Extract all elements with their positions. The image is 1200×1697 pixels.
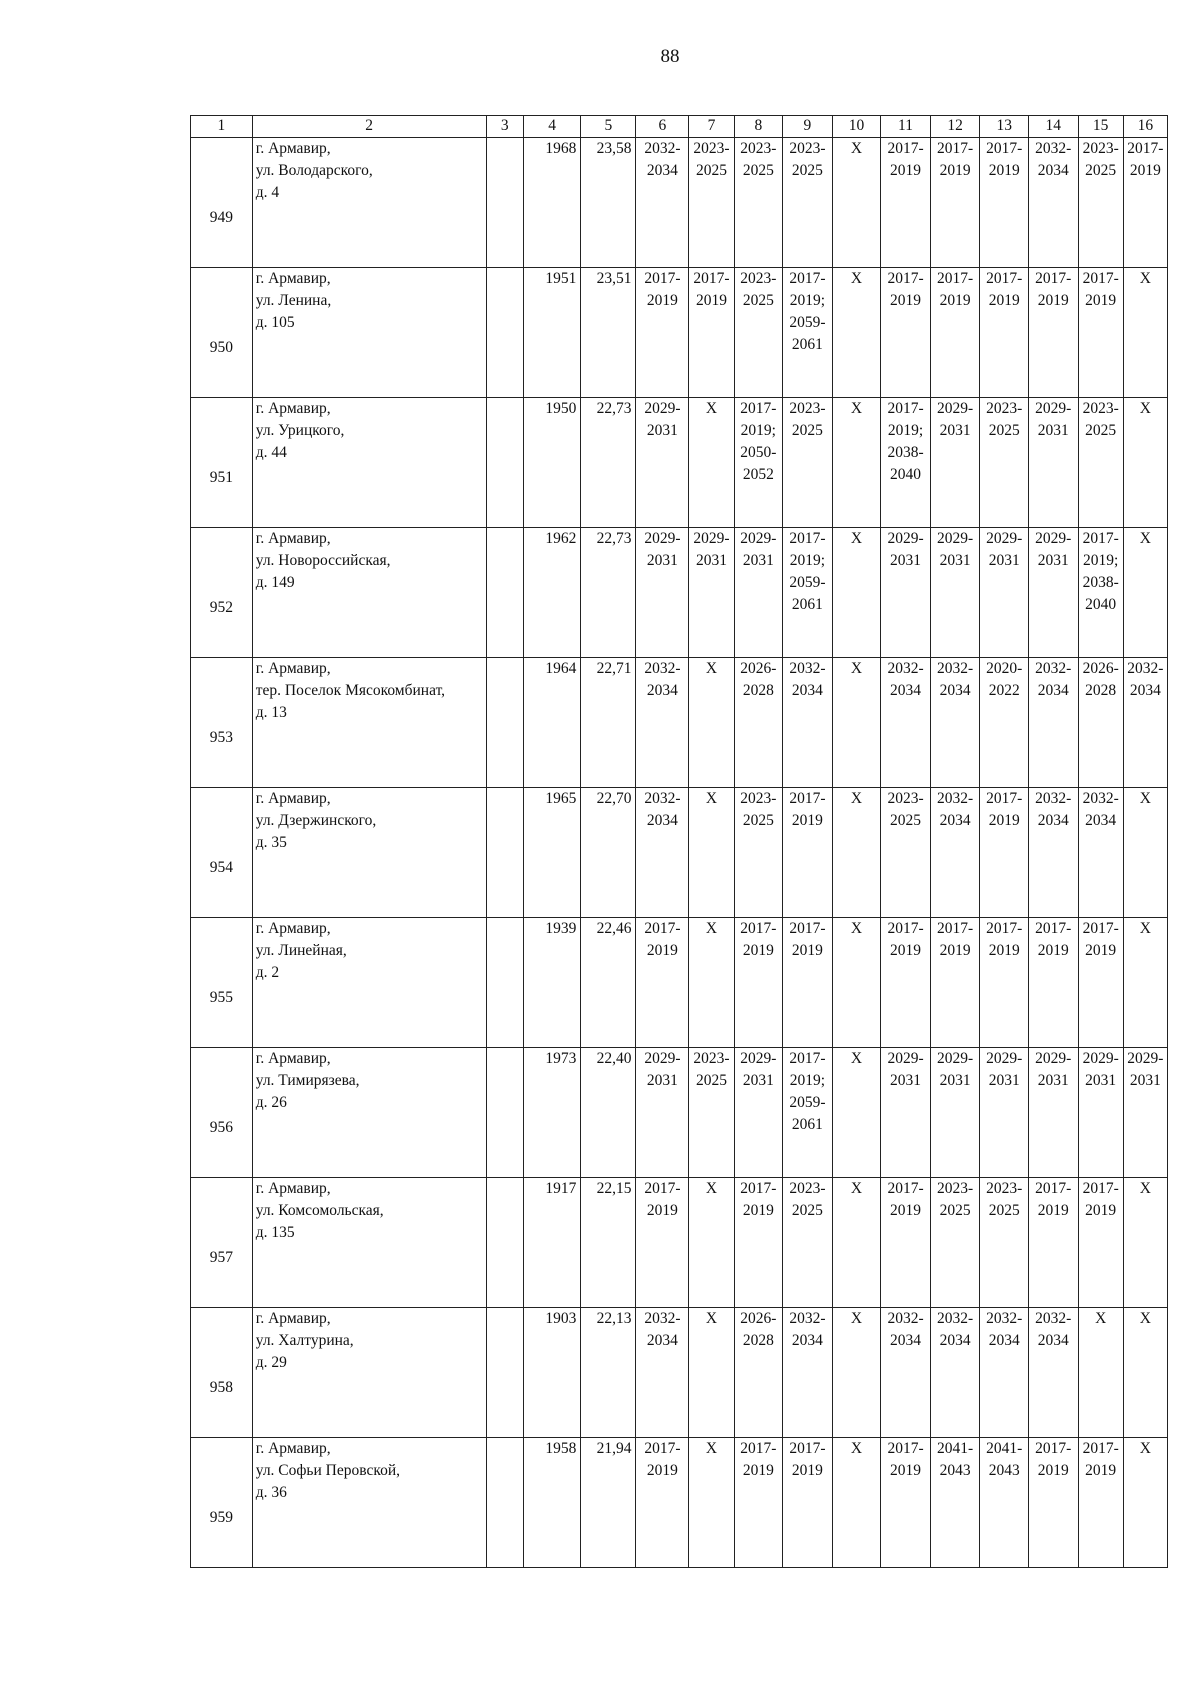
period-cell: 2017- 2019 [881, 1438, 931, 1568]
year-cell: 1903 [524, 1308, 581, 1438]
table-row [191, 1178, 1168, 1308]
empty-cell [486, 1438, 523, 1568]
column-header-7: 7 [689, 116, 734, 138]
column-header-16: 16 [1123, 116, 1167, 138]
address-line: ул. Тимирязева, [255, 1072, 360, 1089]
address-line: г. Армавир, [255, 400, 331, 417]
period-cell: 2032- 2034 [636, 1308, 689, 1438]
empty-cell [486, 1178, 523, 1308]
address-line: д. 13 [255, 704, 287, 721]
period-cell: Х [832, 658, 881, 788]
year-cell: 1951 [524, 268, 581, 398]
address-line: ул. Софьи Перовской, [255, 1462, 401, 1479]
period-cell: Х [1123, 788, 1167, 918]
table-row [191, 268, 1168, 398]
period-cell: 2029- 2031 [636, 398, 689, 528]
period-cell: 2017- 2019 [783, 1438, 833, 1568]
empty-cell [486, 398, 523, 528]
period-cell: 2023- 2025 [783, 398, 833, 528]
period-cell: 2029- 2031 [881, 1048, 931, 1178]
period-cell: Х [832, 1438, 881, 1568]
period-cell: 2029- 2031 [881, 528, 931, 658]
period-cell: Х [689, 658, 734, 788]
period-cell: 2032- 2034 [636, 138, 689, 268]
column-header-15: 15 [1078, 116, 1123, 138]
year-cell: 1962 [524, 528, 581, 658]
period-cell: 2029- 2031 [1028, 1048, 1078, 1178]
address-line: ул. Комсомольская, [255, 1202, 384, 1219]
address-line: д. 2 [255, 964, 280, 981]
period-cell: 2032- 2034 [1028, 1308, 1078, 1438]
table-header [191, 116, 1168, 138]
period-cell: 2017- 2019 [689, 268, 734, 398]
address-line: д. 36 [255, 1484, 287, 1501]
year-cell: 1973 [524, 1048, 581, 1178]
value-cell: 23,58 [581, 138, 636, 268]
column-header-8: 8 [734, 116, 783, 138]
address-line: ул. Ленина, [255, 292, 332, 309]
period-cell: 2017- 2019 [980, 138, 1029, 268]
table-row [191, 1048, 1168, 1178]
period-cell: Х [832, 268, 881, 398]
period-cell: 2023- 2025 [1078, 138, 1123, 268]
period-cell: 2041- 2043 [930, 1438, 980, 1568]
value-cell: 22,71 [581, 658, 636, 788]
header-row [191, 116, 1168, 138]
period-cell: Х [832, 398, 881, 528]
value-cell: 23,51 [581, 268, 636, 398]
address-line: тер. Поселок Мясокомбинат, [255, 682, 446, 699]
year-cell: 1950 [524, 398, 581, 528]
period-cell: 2023- 2025 [783, 1178, 833, 1308]
period-cell: 2023- 2025 [734, 268, 783, 398]
address-line: г. Армавир, [255, 270, 331, 287]
row-number: 957 [191, 1178, 253, 1308]
address-line: г. Армавир, [255, 790, 331, 807]
period-cell: Х [1078, 1308, 1123, 1438]
table-row [191, 658, 1168, 788]
address-line: д. 44 [255, 444, 287, 461]
period-cell: 2023- 2025 [930, 1178, 980, 1308]
address-line: г. Армавир, [255, 1050, 331, 1067]
empty-cell [486, 138, 523, 268]
address-line: ул. Дзержинского, [255, 812, 377, 829]
column-header-12: 12 [930, 116, 980, 138]
period-cell: 2017- 2019 [734, 918, 783, 1048]
address-line: д. 26 [255, 1094, 287, 1111]
year-cell: 1965 [524, 788, 581, 918]
address-cell [252, 788, 486, 918]
address-line: д. 35 [255, 834, 287, 851]
period-cell: 2017- 2019; 2038- 2040 [1078, 528, 1123, 658]
period-cell: Х [1123, 1178, 1167, 1308]
column-header-2: 2 [252, 116, 486, 138]
address-line: ул. Линейная, [255, 942, 347, 959]
address-cell [252, 528, 486, 658]
row-number: 949 [191, 138, 253, 268]
period-cell: 2017- 2019; 2059- 2061 [783, 528, 833, 658]
column-header-11: 11 [881, 116, 931, 138]
row-number: 956 [191, 1048, 253, 1178]
address-line: д. 105 [255, 314, 295, 331]
value-cell: 22,15 [581, 1178, 636, 1308]
period-cell: 2029- 2031 [980, 1048, 1029, 1178]
period-cell: 2041- 2043 [980, 1438, 1029, 1568]
value-cell: 22,73 [581, 528, 636, 658]
period-cell: 2032- 2034 [1028, 138, 1078, 268]
period-cell: 2029- 2031 [980, 528, 1029, 658]
year-cell: 1964 [524, 658, 581, 788]
column-header-1: 1 [191, 116, 253, 138]
period-cell: 2029- 2031 [1078, 1048, 1123, 1178]
empty-cell [486, 788, 523, 918]
period-cell: 2017- 2019 [980, 268, 1029, 398]
address-cell [252, 138, 486, 268]
table-row [191, 1308, 1168, 1438]
housing-register-table [190, 115, 1168, 1568]
period-cell: 2017- 2019 [1078, 918, 1123, 1048]
period-cell: 2029- 2031 [930, 528, 980, 658]
table-row [191, 918, 1168, 1048]
value-cell: 22,46 [581, 918, 636, 1048]
period-cell: Х [1123, 918, 1167, 1048]
period-cell: 2017- 2019 [930, 918, 980, 1048]
period-cell: 2032- 2034 [1123, 658, 1167, 788]
row-number: 951 [191, 398, 253, 528]
period-cell: 2017- 2019 [1078, 268, 1123, 398]
period-cell: Х [1123, 528, 1167, 658]
empty-cell [486, 658, 523, 788]
period-cell: 2029- 2031 [1028, 528, 1078, 658]
address-line: д. 149 [255, 574, 295, 591]
empty-cell [486, 528, 523, 658]
period-cell: 2029- 2031 [1123, 1048, 1167, 1178]
period-cell: 2017- 2019 [1028, 268, 1078, 398]
period-cell: 2017- 2019 [636, 918, 689, 1048]
period-cell: 2017- 2019 [734, 1178, 783, 1308]
period-cell: Х [689, 1178, 734, 1308]
value-cell: 22,13 [581, 1308, 636, 1438]
period-cell: Х [832, 138, 881, 268]
address-line: ул. Халтурина, [255, 1332, 354, 1349]
period-cell: Х [832, 1048, 881, 1178]
year-cell: 1939 [524, 918, 581, 1048]
column-header-13: 13 [980, 116, 1029, 138]
period-cell: 2029- 2031 [930, 398, 980, 528]
column-header-14: 14 [1028, 116, 1078, 138]
address-cell [252, 658, 486, 788]
period-cell: Х [689, 398, 734, 528]
address-cell [252, 918, 486, 1048]
period-cell: Х [832, 1308, 881, 1438]
period-cell: Х [689, 1438, 734, 1568]
period-cell: Х [689, 788, 734, 918]
period-cell: 2017- 2019 [783, 788, 833, 918]
period-cell: 2023- 2025 [689, 1048, 734, 1178]
period-cell: Х [832, 918, 881, 1048]
period-cell: 2017- 2019 [636, 1178, 689, 1308]
row-number: 950 [191, 268, 253, 398]
period-cell: 2017- 2019 [881, 918, 931, 1048]
value-cell: 22,40 [581, 1048, 636, 1178]
period-cell: Х [689, 918, 734, 1048]
period-cell: Х [1123, 1438, 1167, 1568]
period-cell: 2017- 2019 [636, 268, 689, 398]
period-cell: Х [832, 1178, 881, 1308]
address-line: г. Армавир, [255, 920, 331, 937]
table-body [191, 138, 1168, 1568]
period-cell: 2017- 2019 [881, 138, 931, 268]
table-row [191, 788, 1168, 918]
period-cell: Х [1123, 268, 1167, 398]
period-cell: 2032- 2034 [930, 788, 980, 918]
period-cell: 2023- 2025 [734, 138, 783, 268]
period-cell: 2032- 2034 [881, 658, 931, 788]
address-line: ул. Володарского, [255, 162, 373, 179]
period-cell: 2032- 2034 [1078, 788, 1123, 918]
table-row [191, 528, 1168, 658]
empty-cell [486, 918, 523, 1048]
period-cell: 2017- 2019 [1028, 918, 1078, 1048]
address-line: г. Армавир, [255, 140, 331, 157]
address-cell [252, 398, 486, 528]
value-cell: 21,94 [581, 1438, 636, 1568]
table-row [191, 138, 1168, 268]
year-cell: 1968 [524, 138, 581, 268]
address-cell [252, 1438, 486, 1568]
period-cell: 2017- 2019 [881, 268, 931, 398]
address-line: д. 4 [255, 184, 280, 201]
address-line: г. Армавир, [255, 1440, 331, 1457]
period-cell: 2017- 2019 [881, 1178, 931, 1308]
address-line: г. Армавир, [255, 1180, 331, 1197]
period-cell: 2017- 2019; 2050- 2052 [734, 398, 783, 528]
address-line: г. Армавир, [255, 530, 331, 547]
year-cell: 1917 [524, 1178, 581, 1308]
period-cell: 2029- 2031 [636, 528, 689, 658]
table-row [191, 1438, 1168, 1568]
period-cell: 2023- 2025 [689, 138, 734, 268]
period-cell: 2023- 2025 [980, 398, 1029, 528]
period-cell: 2032- 2034 [930, 1308, 980, 1438]
address-line: г. Армавир, [255, 1310, 331, 1327]
period-cell: 2017- 2019; 2059- 2061 [783, 268, 833, 398]
column-header-6: 6 [636, 116, 689, 138]
period-cell: Х [1123, 398, 1167, 528]
period-cell: 2029- 2031 [636, 1048, 689, 1178]
row-number: 958 [191, 1308, 253, 1438]
column-header-10: 10 [832, 116, 881, 138]
value-cell: 22,70 [581, 788, 636, 918]
period-cell: 2017- 2019; 2038- 2040 [881, 398, 931, 528]
address-line: ул. Урицкого, [255, 422, 345, 439]
period-cell: Х [832, 788, 881, 918]
period-cell: 2032- 2034 [930, 658, 980, 788]
period-cell: 2023- 2025 [734, 788, 783, 918]
period-cell: 2017- 2019 [980, 788, 1029, 918]
column-header-5: 5 [581, 116, 636, 138]
period-cell: 2032- 2034 [980, 1308, 1029, 1438]
row-number: 955 [191, 918, 253, 1048]
period-cell: 2029- 2031 [930, 1048, 980, 1178]
period-cell: 2032- 2034 [783, 1308, 833, 1438]
period-cell: 2023- 2025 [881, 788, 931, 918]
period-cell: 2017- 2019; 2059- 2061 [783, 1048, 833, 1178]
period-cell: 2029- 2031 [1028, 398, 1078, 528]
period-cell: 2032- 2034 [783, 658, 833, 788]
empty-cell [486, 268, 523, 398]
period-cell: 2032- 2034 [1028, 788, 1078, 918]
address-line: д. 29 [255, 1354, 287, 1371]
period-cell: 2032- 2034 [881, 1308, 931, 1438]
address-line: д. 135 [255, 1224, 295, 1241]
address-cell [252, 1308, 486, 1438]
address-line: г. Армавир, [255, 660, 331, 677]
column-header-4: 4 [524, 116, 581, 138]
address-line: ул. Новороссийская, [255, 552, 391, 569]
empty-cell [486, 1048, 523, 1178]
period-cell: 2020- 2022 [980, 658, 1029, 788]
page-number: 88 [660, 46, 680, 67]
address-cell [252, 268, 486, 398]
period-cell: 2017- 2019 [1028, 1178, 1078, 1308]
period-cell: 2017- 2019 [636, 1438, 689, 1568]
period-cell: 2032- 2034 [1028, 658, 1078, 788]
period-cell: 2017- 2019 [980, 918, 1029, 1048]
row-number: 954 [191, 788, 253, 918]
period-cell: 2023- 2025 [783, 138, 833, 268]
period-cell: 2017- 2019 [1123, 138, 1167, 268]
value-cell: 22,73 [581, 398, 636, 528]
period-cell: 2017- 2019 [734, 1438, 783, 1568]
period-cell: 2026- 2028 [1078, 658, 1123, 788]
period-cell: 2017- 2019 [1078, 1178, 1123, 1308]
period-cell: Х [832, 528, 881, 658]
period-cell: 2017- 2019 [930, 268, 980, 398]
column-header-3: 3 [486, 116, 523, 138]
year-cell: 1958 [524, 1438, 581, 1568]
row-number: 952 [191, 528, 253, 658]
period-cell: 2023- 2025 [1078, 398, 1123, 528]
row-number: 953 [191, 658, 253, 788]
period-cell: 2029- 2031 [734, 1048, 783, 1178]
period-cell: 2017- 2019 [1028, 1438, 1078, 1568]
period-cell: 2029- 2031 [689, 528, 734, 658]
column-header-9: 9 [783, 116, 833, 138]
period-cell: 2032- 2034 [636, 658, 689, 788]
period-cell: 2023- 2025 [980, 1178, 1029, 1308]
period-cell: 2026- 2028 [734, 658, 783, 788]
period-cell: 2032- 2034 [636, 788, 689, 918]
empty-cell [486, 1308, 523, 1438]
address-cell [252, 1048, 486, 1178]
period-cell: 2026- 2028 [734, 1308, 783, 1438]
period-cell: 2017- 2019 [930, 138, 980, 268]
period-cell: 2017- 2019 [783, 918, 833, 1048]
period-cell: Х [1123, 1308, 1167, 1438]
period-cell: 2029- 2031 [734, 528, 783, 658]
address-cell [252, 1178, 486, 1308]
period-cell: 2017- 2019 [1078, 1438, 1123, 1568]
row-number: 959 [191, 1438, 253, 1568]
table-row [191, 398, 1168, 528]
period-cell: Х [689, 1308, 734, 1438]
